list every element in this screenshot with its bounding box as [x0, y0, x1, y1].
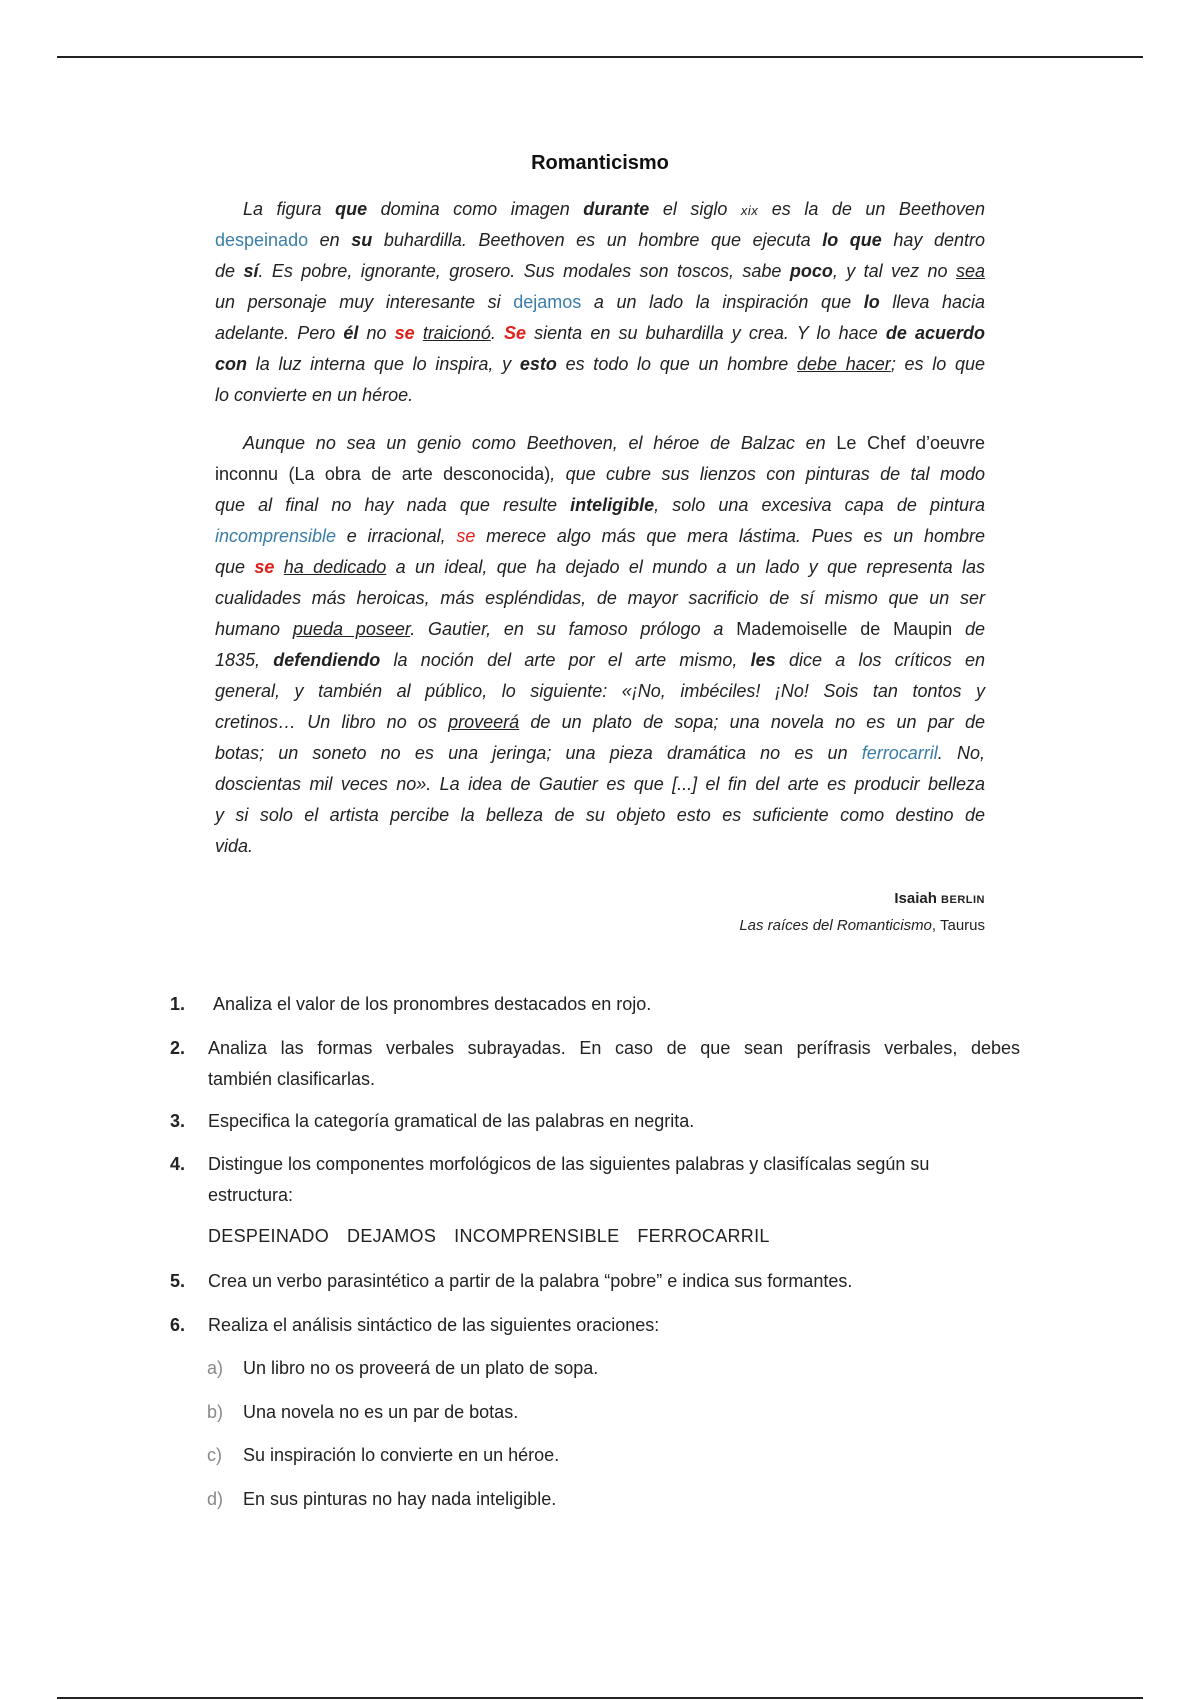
source-book: Las raíces del Romanticismo, Taurus: [739, 917, 985, 934]
word-item: FERROCARRIL: [637, 1226, 770, 1246]
text-line: Aunque no sea un genio como Beethoven, el héroe de Balzac en Le Chef d’oeuvre: [243, 433, 986, 453]
text-line: y si solo el artista percibe la belleza de su objeto esto es suficiente como destino de: [215, 805, 985, 825]
text-line: general, y también al público, lo siguiente: «¡No, imbéciles! ¡No! Sois tan tontos y: [215, 681, 985, 701]
paragraph-1: [215, 194, 985, 411]
word-item: DEJAMOS: [347, 1226, 437, 1246]
text-line: adelante. Pero él no se traicionó. Se sienta en su buhardilla y crea. Y lo hace de acuerdo: [215, 323, 985, 343]
text-line: vida.: [215, 836, 254, 856]
page-title: Romanticismo: [531, 152, 669, 174]
text-line: que se ha dedicado a un ideal, que ha dejado el mundo a un lado y que representa las: [215, 557, 985, 577]
question-6: 6. Realiza el análisis sintáctico de las siguientes oraciones:: [170, 1315, 660, 1335]
text-line: despeinado en su buhardilla. Beethoven es un hombre que ejecuta lo que hay dentro: [215, 230, 985, 250]
sentence-a: a) Un libro no os proveerá de un plato de sopa.: [207, 1358, 599, 1378]
text-line: lo convierte en un héroe.: [215, 385, 414, 405]
text-line: botas; un soneto no es una jeringa; una pieza dramática no es un ferrocarril. No,: [215, 743, 985, 763]
text-line: doscientas mil veces no». La idea de Gautier es que [...] el fin del arte es producir belleza: [215, 774, 985, 794]
sentence-c: c) Su inspiración lo convierte en un héroe.: [207, 1445, 560, 1465]
paragraph-2: [215, 428, 985, 862]
question-4: 4. Distingue los componentes morfológicos de las siguientes palabras y clasifícalas según su estructura:: [170, 1154, 930, 1205]
question-3: 3. Especifica la categoría gramatical de las palabras en negrita.: [170, 1111, 695, 1131]
text-line: incomprensible e irracional, se merece algo más que mera lástima. Pues es un hombre: [215, 526, 986, 546]
text-line: inconnu (La obra de arte desconocida), que cubre sus lienzos con pinturas de tal modo: [215, 464, 985, 484]
bottom-rule: [57, 1697, 1143, 1699]
text-line: un personaje muy interesante si dejamos a un lado la inspiración que lo lleva hacia: [215, 292, 985, 312]
word-item: DESPEINADO: [208, 1226, 330, 1246]
text-line: 1835, defendiendo la noción del arte por el arte mismo, les dice a los críticos en: [215, 650, 986, 670]
text-line: con la luz interna que lo inspira, y esto es todo lo que un hombre debe hacer; es lo que: [215, 354, 986, 374]
text-line: humano pueda poseer. Gautier, en su famoso prólogo a Mademoiselle de Maupin de: [215, 619, 985, 639]
text-line: La figura que domina como imagen durante el siglo xix es la de un Beethoven: [243, 199, 986, 219]
question-1: 1. Analiza el valor de los pronombres destacados en rojo.: [170, 994, 652, 1014]
text-line: cretinos… Un libro no os proveerá de un plato de sopa; una novela no es un par de: [215, 712, 985, 732]
text-line: que al final no hay nada que resulte inteligible, solo una excesiva capa de pintura: [215, 495, 985, 515]
question-5: 5. Crea un verbo parasintético a partir de la palabra “pobre” e indica sus formantes.: [170, 1271, 853, 1291]
source-author: Isaiah BERLIN: [894, 890, 985, 907]
question-2: 2. Analiza las formas verbales subrayadas. En caso de que sean perífrasis verbales, debes también clasificarlas.: [170, 1038, 1020, 1089]
word-list: [208, 1226, 788, 1247]
word-item: INCOMPRENSIBLE: [454, 1226, 620, 1246]
top-rule: [57, 56, 1143, 58]
text-line: de sí. Es pobre, ignorante, grosero. Sus modales son toscos, sabe poco, y tal vez no sea: [215, 261, 985, 281]
sentence-b: b) Una novela no es un par de botas.: [207, 1402, 519, 1422]
text-line: cualidades más heroicas, más espléndidas, de mayor sacrificio de sí mismo que un ser: [215, 588, 985, 608]
sentence-d: d) En sus pinturas no hay nada inteligible.: [207, 1489, 557, 1509]
